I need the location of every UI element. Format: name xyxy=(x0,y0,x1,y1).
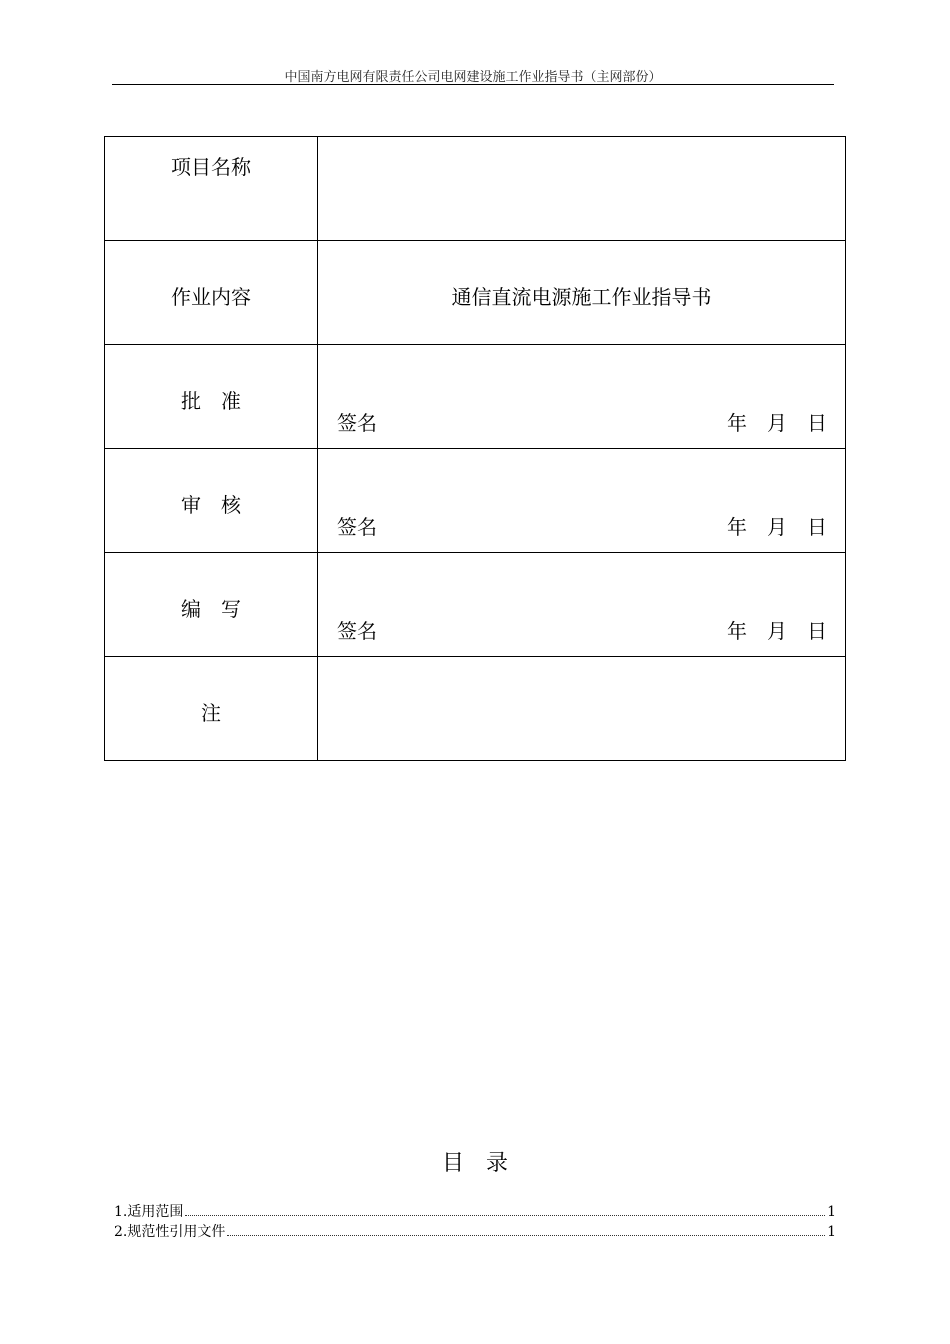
form-row-approve xyxy=(105,345,846,449)
date-label: 年 月 日 xyxy=(727,515,827,539)
form-row-note xyxy=(105,657,846,761)
toc-leader-dots xyxy=(227,1225,825,1236)
compile-cell xyxy=(318,553,846,657)
toc-page-number: 1 xyxy=(827,1224,836,1240)
signature-label: 签名 xyxy=(337,619,377,643)
date-label: 年 月 日 xyxy=(727,411,827,435)
form-row-review xyxy=(105,449,846,553)
toc-title: 目 录 xyxy=(441,1151,508,1176)
note-label: 注 xyxy=(201,701,221,725)
note-value xyxy=(318,657,846,761)
header-rule xyxy=(112,84,834,85)
project-name-label: 项目名称 xyxy=(171,155,251,179)
toc-leader-dots xyxy=(185,1205,825,1216)
approve-cell xyxy=(318,345,846,449)
toc-entry[interactable] xyxy=(114,1221,836,1241)
label-cell xyxy=(105,657,318,761)
work-content-label: 作业内容 xyxy=(171,285,251,309)
approve-label: 批 准 xyxy=(181,389,241,413)
toc-entry-text[interactable]: 2.规范性引用文件 xyxy=(114,1224,226,1240)
toc-page-number: 1 xyxy=(827,1204,836,1220)
date-label: 年 月 日 xyxy=(727,619,827,643)
project-name-value xyxy=(318,137,846,241)
form-row-compile xyxy=(105,553,846,657)
work-content-value: 通信直流电源施工作业指导书 xyxy=(451,285,712,309)
compile-label: 编 写 xyxy=(181,597,241,621)
toc-entry[interactable] xyxy=(114,1201,836,1221)
label-cell xyxy=(105,345,318,449)
review-cell xyxy=(318,449,846,553)
label-cell xyxy=(105,553,318,657)
label-cell xyxy=(105,241,318,345)
toc-entry-text[interactable]: 1.适用范围 xyxy=(114,1204,184,1220)
signature-label: 签名 xyxy=(337,411,377,435)
approval-form-table xyxy=(104,136,846,761)
form-row-work-content xyxy=(105,241,846,345)
form-row-project-name xyxy=(105,137,846,241)
review-label: 审 核 xyxy=(181,493,241,517)
label-cell xyxy=(105,449,318,553)
running-header: 中国南方电网有限责任公司电网建设施工作业指导书（主网部份） xyxy=(284,70,662,85)
label-cell xyxy=(105,137,318,241)
work-content-cell xyxy=(318,241,846,345)
signature-label: 签名 xyxy=(337,515,377,539)
